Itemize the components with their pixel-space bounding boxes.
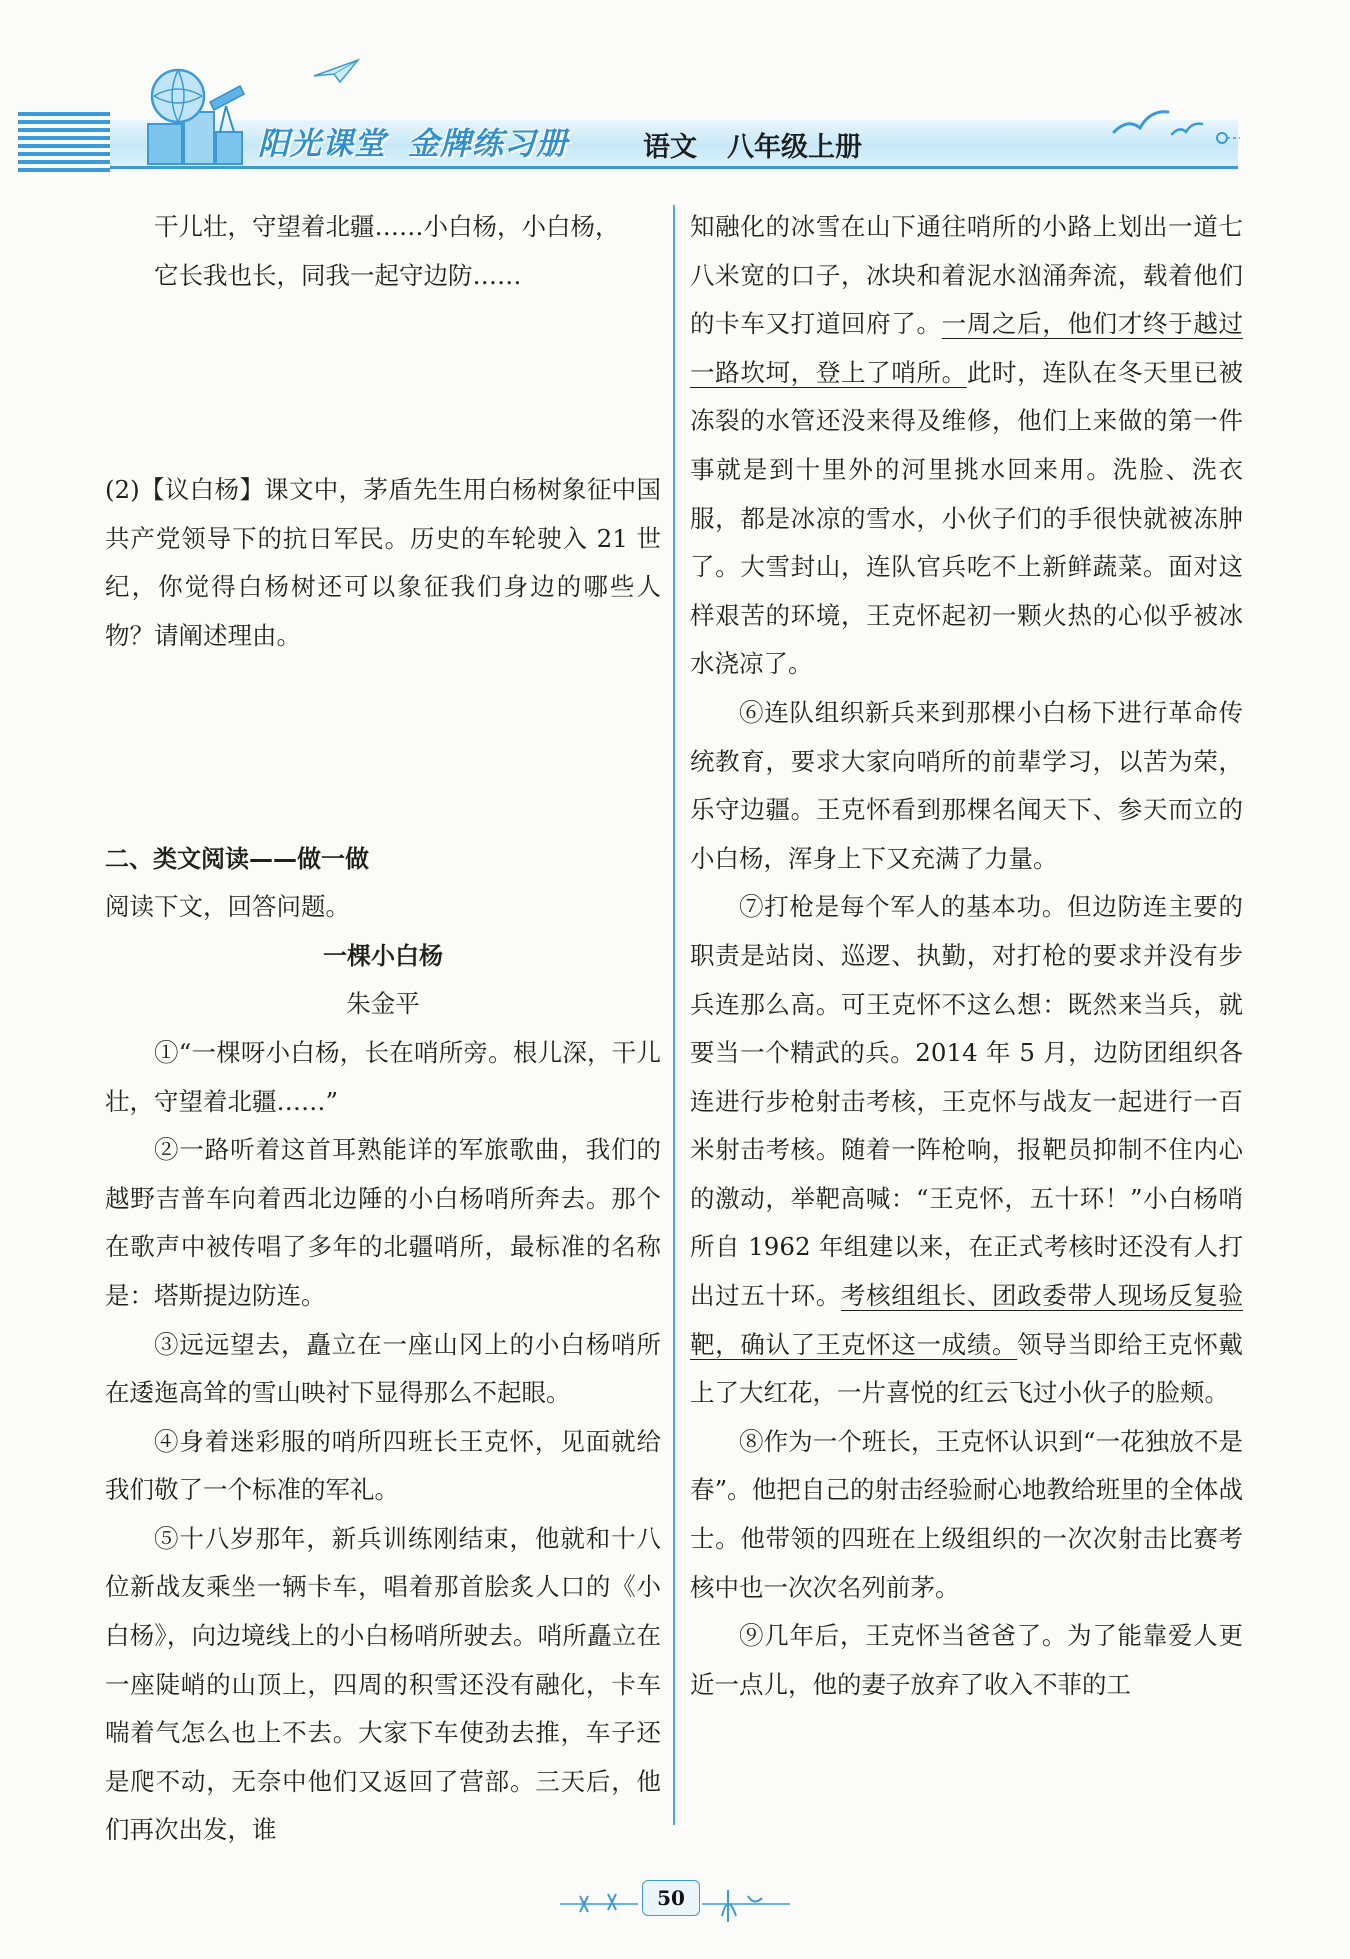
subject-label [643,128,892,168]
paragraph-8: ⑧作为一个班长，王克怀认识到“一花独放不是春”。他把自己的射击经验耐心地教给班里的全体战士。他带领的四班在上级组织的一次次射击比赛考核中也一次次名列前茅。 [690,1426,1243,1602]
poem-continuation-line-1: 干儿壮，守望着北疆……小白杨，小白杨， [154,212,620,241]
answer-space-1[interactable] [105,300,661,466]
subject-name: 语文 [643,132,697,163]
answer-space-2[interactable] [105,661,661,835]
paragraph-7 [690,883,1243,1418]
series-title-a: 阳光课堂 [258,126,386,162]
reading-instruction: 阅读下文，回答问题。 [105,892,350,922]
page-number: 50 [642,1880,700,1916]
paragraph-7-text-a: ⑦打枪是每个军人的基本功。但边防连主要的职责是站岗、巡逻、执勤，对打枪的要求并没有步兵连那么高。可王克怀不这么想：既然来当兵，就要当一个精武的兵。2014 年 5 月，边防团组织各连进行步枪射击考核，王克怀与战友一起进行一百米射击考核。随着一阵枪响，报靶员抑制不住内心的激动，举靶高喊：“王克怀，五十环！”小白杨哨所自 1962 年组建以来，在正式考核时还没有人打出过五十环。 [690,892,1243,1311]
page-header [0,0,1350,200]
section-title: 二、类文阅读——做一做 [105,844,369,873]
globe-telescope-icon [140,62,250,167]
series-title-b: 金牌练习册 [408,126,568,162]
paragraph-1: ①“一棵呀小白杨，长在哨所旁。根儿深，干儿壮，守望着北疆……” [105,1037,661,1116]
paragraph-5: ⑤十八岁那年，新兵训练刚结束，他就和十八位新战友乘坐一辆卡车，唱着那首脍炙人口的《小白杨》，向边境线上的小白杨哨所驶去。哨所矗立在一座陡峭的山顶上，四周的积雪还没有融化，卡车喘着气怎么也上不去。大家下车使劲去推，车子还是爬不动，无奈中他们又返回了营部。三天后，他们再次出发，谁 [105,1523,661,1845]
page-footer [560,1872,790,1932]
underlined-sentence-2: 考核组组长、团政委带人现场反复验靶，确认了王克怀这一成绩。 [690,1281,1243,1359]
paragraph-4: ④身着迷彩服的哨所四班长王克怀，见面就给我们敬了一个标准的军礼。 [105,1426,661,1505]
column-divider [673,205,675,1825]
right-column [690,203,1243,1709]
paragraph-5-continued [690,203,1243,689]
paragraph-7-text-b: 领导当即给王克怀戴上了大红花，一片喜悦的红云飞过小伙子的脸颊。 [690,1329,1244,1408]
paragraph-5-text-a: 知融化的冰雪在山下通往哨所的小路上划出一道七八米宽的口子，冰块和着泥水汹涌奔流，载着他们的卡车又打道回府了。 [690,212,1243,339]
header-stripes [18,112,110,174]
paper-plane-icon [312,56,362,86]
poem-continuation-line-2: 它长我也长，同我一起守边防…… [154,260,522,290]
paragraph-9: ⑨几年后，王克怀当爸爸了。为了能靠爱人更近一点儿，他的妻子放弃了收入不菲的工 [690,1621,1243,1699]
article-author: 朱金平 [346,989,420,1019]
question-2: (2)【议白杨】课文中，茅盾先生用白杨树象征中国共产党领导下的抗日军民。历史的车轮驶入 21 世纪，你觉得白杨树还可以象征我们身边的哪些人物？请阐述理由。 [105,475,661,650]
underlined-sentence-1: 一周之后，他们才终于越过一路坎坷，登上了哨所。 [690,309,1244,387]
left-column [105,203,661,1855]
paragraph-3: ③远远望去，矗立在一座山冈上的小白杨哨所在逶迤高耸的雪山映衬下显得那么不起眼。 [105,1329,661,1408]
series-title [258,122,590,166]
article-title: 一棵小白杨 [323,941,443,970]
grade-name: 八年级上册 [727,132,862,163]
paragraph-5-text-b: 此时，连队在冬天里已被冻裂的水管还没来得及维修，他们上来做的第一件事就是到十里外的河里挑水回来用。洗脸、洗衣服，都是冰凉的雪水，小伙子们的手很快就被冻肿了。大雪封山，连队官兵吃不上新鲜蔬菜。面对这样艰苦的环境，王克怀起初一颗火热的心似乎被冰水浇凉了。 [690,357,1244,679]
flying-birds-icon [1110,100,1240,150]
paragraph-2: ②一路听着这首耳熟能详的军旅歌曲，我们的越野吉普车向着西北边陲的小白杨哨所奔去。那个在歌声中被传唱了多年的北疆哨所，最标准的名称是：塔斯提边防连。 [105,1135,661,1310]
paragraph-6: ⑥连队组织新兵来到那棵小白杨下进行革命传统教育，要求大家向哨所的前辈学习，以苦为荣，乐守边疆。王克怀看到那棵名闻天下、参天而立的小白杨，浑身上下又充满了力量。 [690,697,1243,873]
